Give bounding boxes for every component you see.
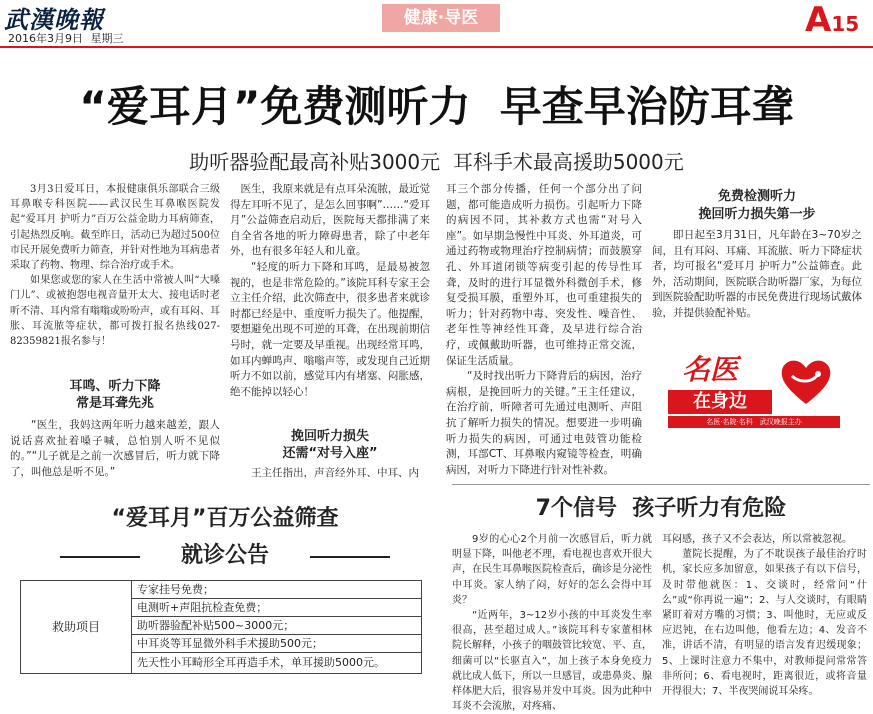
aid-table-label — [21, 581, 132, 673]
paragraph: “近两年，3~12岁小孩的中耳炎发生率很高，甚至超过成人。”该院耳科专家董相林院长解释，小孩子的咽鼓管比较宽、平、直，细菌可以“长驱直入”，加上孩子本身免疫力就比成人低下，所以一旦感冒，或患鼻炎、腺样体肥大后，很容易并发中耳炎。因为此种中耳炎不会流脓，对疼痛、 — [452, 610, 652, 713]
logo-footer — [668, 416, 840, 428]
aid-row — [131, 599, 421, 617]
aid-row — [131, 581, 421, 599]
logo-footer-text: 名医·名院·名科 武汉晚报主办 — [706, 418, 802, 426]
subheadline: 助听器验配最高补贴3000元 耳科手术最高援助5000元 — [189, 150, 684, 174]
subhead-line: 常是耳聋先兆 — [75, 396, 154, 411]
page-digits: 15 — [831, 12, 860, 36]
paragraph: 医生，我原来就是有点耳朵流脓，最近觉得左耳听不见了，是怎么回事啊”……“爱耳月”公益筛查启动后，医院每天都排满了来自全省各地的听力障碍患者，除了中老年外，也有很多年轻人和儿童。 — [230, 183, 430, 258]
aid-row — [131, 617, 421, 635]
paragraph: “医生，我妈这两年听力越来越差，跟人说话喜欢扯着嗓子喊，总怕别人听不见似的。”“儿子就是之前一次感冒后，听力就下降了，叫他总是听不见。” — [10, 419, 220, 478]
paragraph: 耳三个部分传播，任何一个部分出了问题，都可能造成听力损伤。引起听力下降的病因不同，其补救方式也需“对号入座”。如早期急慢性中耳炎、外耳道炎，可通过药物或物理治疗控制病情；而鼓膜穿孔、外耳道闭锁等病变引起的传导性耳聋，及时的进行耳显微外科微创手术，修复受损耳膜，重塑外耳，也可重建损失的听力；针对药物中毒、突发性、噪音性、老年性等神经性耳聋，及早进行综合治疗，或佩戴助听器，也可维持正常交流，保证生活质量。 — [446, 183, 642, 367]
paragraph: 董院长提醒，为了不耽误孩子最佳治疗时机，家长应多加留意，如果孩子有以下信号，及时带他就医：1、交谈时，经常问“什么”或“你再说一遍”；2、与人交谈时，有眼睛紧盯着对方嘴的习惯；3、叫他时，无应或反应迟钝，在右边叫他，他看左边；4、发音不准，讲话不清，有明显的语言发育迟缓现象；5、上课时注意力不集中，对教师提问常常答非所问；6、看电视时，距离很近，或将音量开得很大；7、半夜哭闹说耳朵疼。 — [662, 549, 867, 698]
heart-icon — [778, 354, 834, 410]
issue-date — [8, 30, 124, 46]
section-divider — [452, 484, 870, 485]
paragraph: 王主任指出，声音经外耳、中耳、内 — [251, 467, 419, 479]
masthead-logo: 武漢晚報 — [4, 5, 104, 34]
page-letter: A — [805, 0, 832, 40]
rule-right — [310, 556, 390, 558]
story2-column-2 — [662, 532, 867, 699]
aid-row-text: 先天性小耳畸形全耳再造手术，单耳援助5000元。 — [137, 656, 385, 669]
aid-table — [20, 580, 422, 674]
sidebar-title-line: 挽回听力损失第一步 — [698, 207, 816, 222]
paragraph: 如果您或您的家人在生活中常被人叫“大嗓门儿”、或被抱怨电视音量开太大、接电话时老听不清、耳内常有嗡嗡或吩吩声，或有耳闷、耳胀、耳流脓等症状，都可拨打报名热线027-82359821报名参与！ — [10, 275, 220, 348]
aid-row — [131, 653, 421, 673]
subhead-line: 挽回听力损失 — [290, 429, 369, 444]
paragraph: 即日起至3月31日，凡年龄在3~70岁之间，且有耳闷、耳痛、耳流脓、听力下降症状者，均可报名“爱耳月 护听力”公益筛查。此外，活动期间，医院联合助听器厂家，为每位到医院验配助听器的市民免费进行现场试戴体验，并提供验配补贴。 — [652, 229, 862, 319]
paragraph: 耳闷感，孩子又不会表达，所以常被忽视。 — [662, 534, 852, 545]
paragraph: 9岁的心心2个月前一次感冒后，听力就明显下降，叫他老不理，看电视也喜欢开很大声，在民生耳鼻喉医院检查后，确诊是分泌性中耳炎。家人纳了闷，好好的怎么会得中耳炎？ — [452, 534, 652, 606]
paragraph: “轻度的听力下降和耳鸣，是最易被忽视的，也是非常危险的。”该院耳科专家王会立主任介绍，此次筛查中，很多患者来就诊时都已经是中、重度听力损失了。他提醒，要想避免出现不可逆的耳聋，在出现前期信号时，就一定要及早重视。出现经常耳鸣，如耳内蝉鸣声、嗡嗡声等，或发现自己近期听力不如以前，感觉耳内有堵塞、闷胀感，绝不能掉以轻心！ — [230, 260, 430, 398]
article-column-1 — [10, 182, 220, 349]
section-label: 健康·导医 — [403, 8, 479, 28]
weekday-text: 星期三 — [90, 32, 124, 45]
logo-title-top: 名医 — [682, 353, 739, 386]
logo-title-bottom: 在身边 — [693, 391, 747, 412]
article-column-3 — [446, 182, 642, 478]
notice-title-line-1: “爱耳月”百万公益筛查 — [111, 506, 339, 531]
subhead-line: 耳鸣、听力下降 — [69, 379, 161, 394]
article-column-4 — [652, 228, 862, 322]
page-number — [805, 0, 859, 40]
aid-row — [131, 635, 421, 653]
story2-column-1 — [452, 532, 652, 714]
notice-subtitle-wrap — [60, 540, 390, 572]
famous-doctor-logo — [668, 350, 840, 430]
sidebar-title-line: 免费检测听力 — [717, 189, 796, 204]
headline: “爱耳月”免费测听力 早查早治防耳聋 — [79, 82, 794, 131]
article-column-2 — [230, 182, 430, 400]
notice-title — [40, 503, 410, 535]
paragraph: “及时找出听力下降背后的病因，治疗病根，是挽回听力的关键。”王主任建议，在治疗前，听障者可先通过电测听、声阻抗了解听力损失的情况。想要进一步明确听力损失的病因，可通过电鼓管功能检测，耳部CT、耳鼻喉内窥镜等检查，明确病因，对听力下降进行针对性补救。 — [446, 370, 642, 476]
story2-title: 7个信号 孩子听力有危险 — [535, 496, 787, 521]
rule-left — [60, 556, 140, 558]
aid-table-label-text: 救助项目 — [51, 620, 100, 634]
paragraph: 3月3日爱耳日，本报健康俱乐部联合三级耳鼻喉专科医院——武汉民生耳鼻喉医院发起“爱耳月 护听力”百万公益金助力耳病筛查，引起热烈反响。截至昨日，活动已为超过500位市民开展免费听力筛查，并针对性地为耳病患者采取了药物、物理、综合治疗或手术。 — [10, 184, 220, 272]
aid-row-text: 专家挂号免费； — [137, 583, 214, 596]
date-text: 2016年3月9日 — [8, 32, 83, 45]
subhead-tinnitus — [10, 378, 220, 412]
subhead-line: 还需“对号入座” — [282, 446, 378, 461]
notice-title-line-2: 就诊公告 — [180, 543, 269, 568]
article-column-2-cont — [230, 466, 430, 482]
subhead-recover — [230, 428, 430, 462]
aid-row-text: 助听器验配补贴500~3000元； — [137, 619, 295, 632]
sidebar-title — [652, 188, 862, 224]
masthead-rule — [0, 46, 873, 48]
logo-banner — [668, 390, 772, 414]
section-banner — [382, 4, 500, 32]
article-column-1-cont — [10, 418, 220, 480]
aid-row-text: 电测听+声阻抗检查免费； — [137, 601, 268, 614]
aid-row-text: 中耳炎等耳显微外科手术援助500元； — [137, 637, 323, 650]
